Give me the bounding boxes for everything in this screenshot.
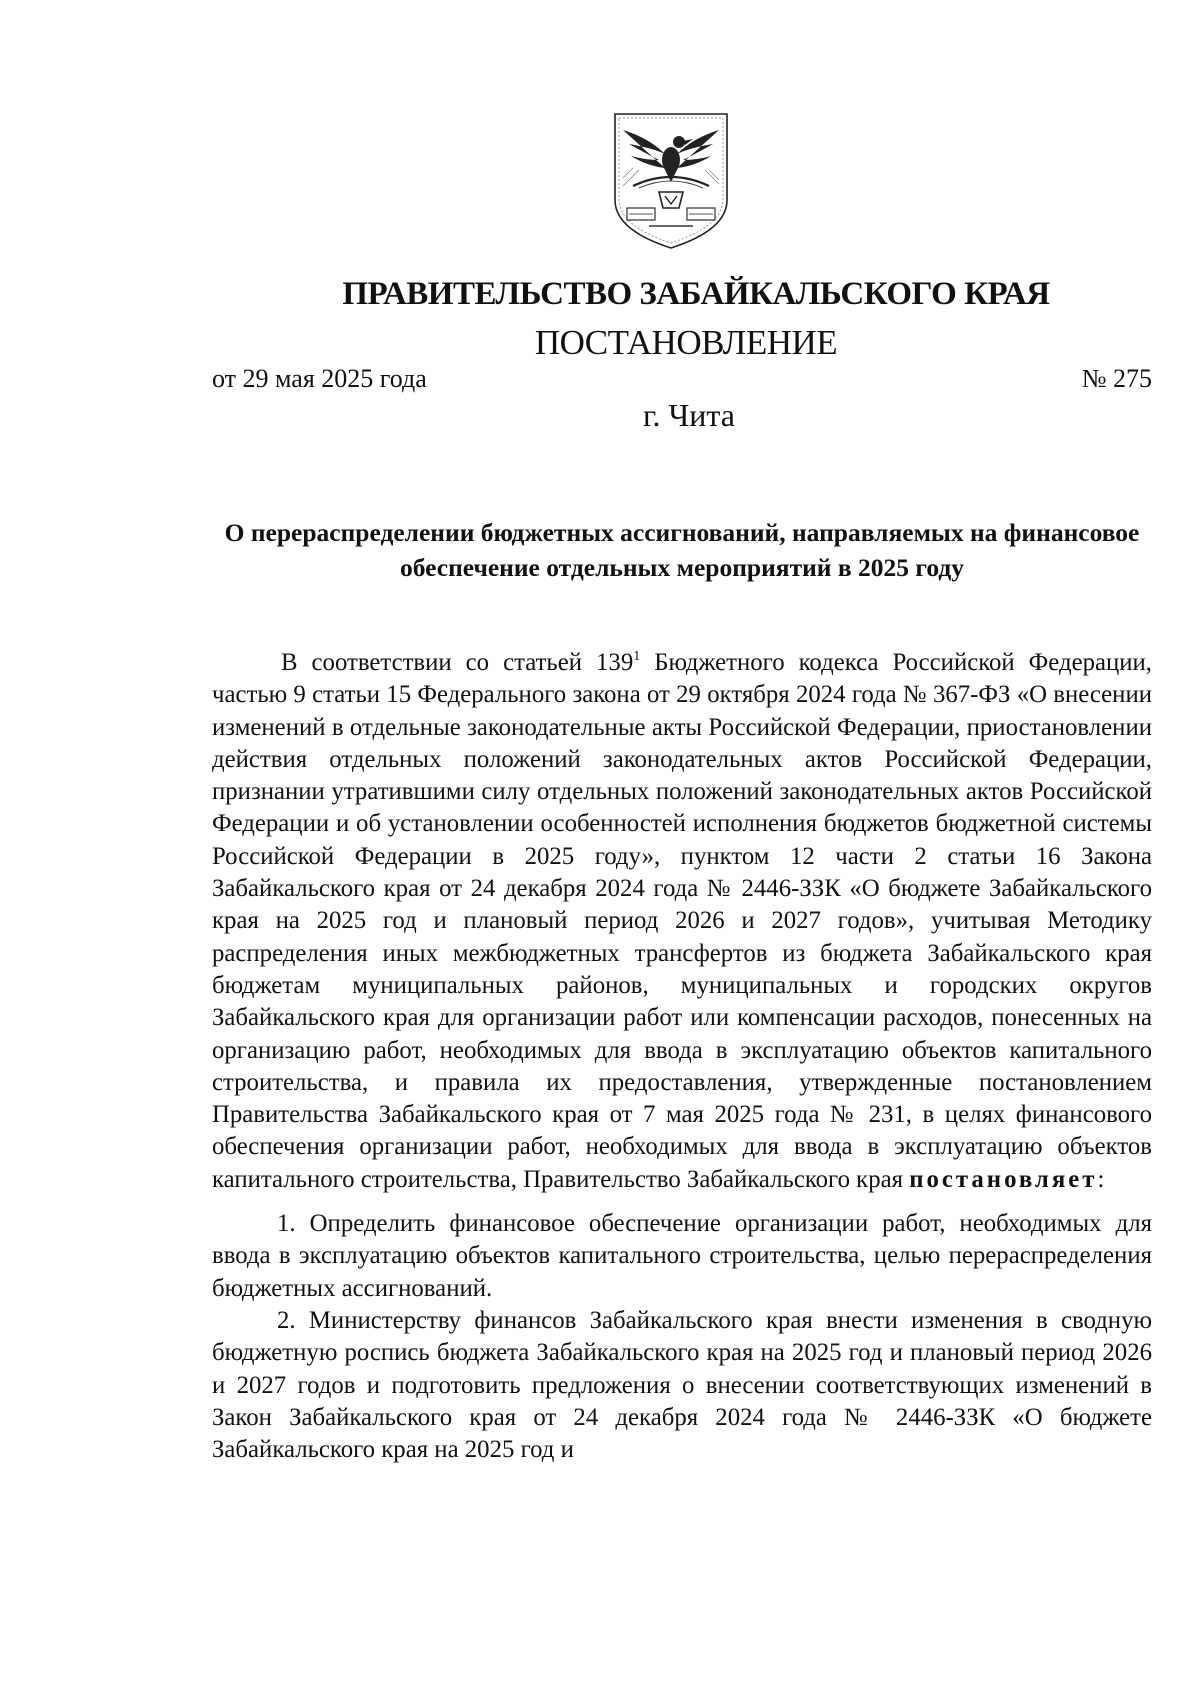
document-body <box>212 647 1152 1466</box>
item-2-paragraph: 2. Министерству финансов Забайкальского края внести изменения в сводную бюджетную роспись бюджета Забайкальского края на 2025 год и плановый период 2026 и 2027 годов и подготовить предложения о внесении соответствующих изменений в Закон Забайкальского края от 24 декабря 2024 года № 2446-ЗЗК «О бюджете Забайкальского края на 2025 год и <box>212 1306 1152 1464</box>
document-city: г. Чита <box>642 397 735 433</box>
document-date: от 29 мая 2025 года <box>212 364 427 393</box>
preamble-text-start: В соответствии со статьей 139 <box>281 649 634 676</box>
document-title: О перераспределении бюджетных ассигнований, направляемых на финансовое обеспечение отдельных мероприятий в 2025 году <box>224 518 1140 582</box>
preamble-paragraph <box>212 647 1152 1196</box>
document-number: № 275 <box>1081 364 1152 393</box>
preamble-text-rest: Бюджетного кодекса Российской Федерации, частью 9 статьи 15 Федерального закона от 29 октября 2024 года № 367-ФЗ «О внесении изменений в отдельные законодательные акты Российской Федерации, приостановлении действия отдельных положений законодательных актов Российской Федерации, признании утратившими силу отдельных положений законодательных актов Российской Федерации и об установлении особенностей исполнения бюджетов бюджетной системы Российской Федерации в 2025 году», пунктом 12 части 2 статьи 16 Закона Забайкальского края от 24 декабря 2024 года № 2446-ЗЗК «О бюджете Забайкальского края на 2025 год и плановый период 2026 и 2027 годов», учитывая Методику распределения иных межбюджетных трансфертов из бюджета Забайкальского края бюджетам муниципальных районов, муниципальных и городских округов Забайкальского края для организации работ или компенсации расходов, понесенных на организацию работ, необходимых для ввода в эксплуатацию объектов капитального строительства, и правила их предоставления, утвержденные постановлением Правительства Забайкальского края от 7 мая 2025 года № 231, в целях финансового обеспечения организации работ, необходимых для ввода в эксплуатацию объектов капитального строительства, Правительство Забайкальского края <box>212 649 1152 1193</box>
document-type: ПОСТАНОВЛЕНИЕ <box>534 323 838 362</box>
organization-name: ПРАВИТЕЛЬСТВО ЗАБАЙКАЛЬСКОГО КРАЯ <box>342 276 1050 312</box>
decree-word: постановляет <box>909 1165 1098 1193</box>
item-1-paragraph: 1. Определить финансовое обеспечение организации работ, необходимых для ввода в эксплуатацию объектов капитального строительства, целью перераспределения бюджетных ассигнований. <box>212 1210 1152 1302</box>
coat-of-arms-emblem <box>609 108 733 252</box>
article-superscript: 1 <box>633 649 641 664</box>
preamble-ending: : <box>1097 1165 1105 1193</box>
